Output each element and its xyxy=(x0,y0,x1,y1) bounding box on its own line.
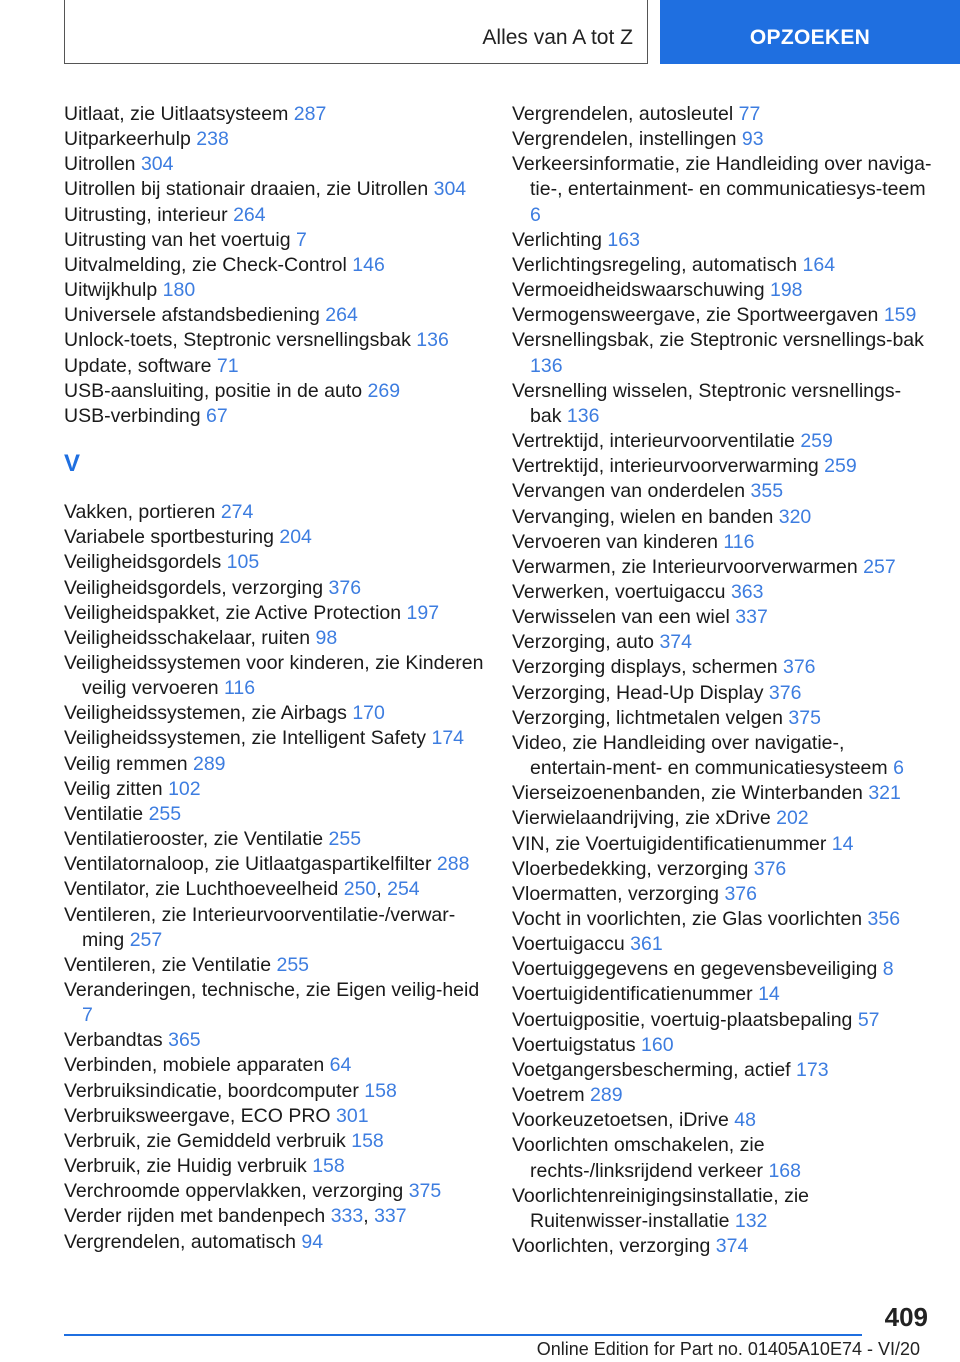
index-column-left xyxy=(64,102,484,1255)
page-link[interactable]: 375 xyxy=(408,1180,442,1203)
index-term: Versnelling wisselen, Steptronic versnellings-bak xyxy=(512,379,902,427)
index-term: Vloermatten, verzorging xyxy=(512,882,720,905)
page-link[interactable]: 67 xyxy=(206,404,228,427)
index-term: Vergrendelen, instellingen xyxy=(512,128,737,151)
index-entry xyxy=(64,752,484,777)
index-term: Verbandtas xyxy=(64,1029,163,1052)
page-link[interactable]: 136 xyxy=(566,404,600,427)
index-term: Veiligheidssystemen voor kinderen, zie Kinderen veilig vervoeren xyxy=(64,651,484,700)
page-link[interactable]: 289 xyxy=(192,752,226,775)
index-term: Update, software xyxy=(64,354,212,377)
index-entry xyxy=(512,479,932,504)
page-link[interactable]: 57 xyxy=(857,1008,880,1031)
page-link[interactable]: 376 xyxy=(782,656,816,679)
index-column-right xyxy=(512,102,932,1259)
index-entry xyxy=(512,882,932,907)
page-link[interactable]: 64 xyxy=(329,1054,352,1077)
index-entry xyxy=(512,530,932,555)
index-term: Vergrendelen, automatisch xyxy=(64,1230,296,1253)
page-link[interactable]: 376 xyxy=(724,882,757,905)
index-term: Vervanging, wielen en banden xyxy=(512,505,774,528)
page-link[interactable]: 14 xyxy=(831,832,854,855)
index-entry xyxy=(512,454,932,479)
index-term: Voetgangersbescherming, actief xyxy=(512,1058,791,1081)
page-link[interactable]: 287 xyxy=(293,103,327,125)
index-term: Veiligheidssystemen, zie Intelligent Safety xyxy=(64,727,427,750)
index-entry xyxy=(64,1179,484,1204)
index-term: VIN, zie Voertuigidentificatienummer xyxy=(512,832,827,855)
index-term: Unlock-toets, Steptronic versnellingsbak xyxy=(64,329,411,352)
index-term: Voertuigpositie, voertuig-plaatsbepaling xyxy=(512,1008,853,1031)
index-term: Voorkeuzetoetsen, iDrive xyxy=(512,1109,729,1132)
index-term: Veiligheidsschakelaar, ruiten xyxy=(64,626,311,649)
page-link[interactable]: 94 xyxy=(301,1230,324,1253)
page-link[interactable]: 321 xyxy=(868,782,901,805)
index-term: Vervoeren van kinderen xyxy=(512,530,718,553)
index-entry xyxy=(64,802,484,827)
index-term: Verzorging, Head-Up Display xyxy=(512,681,764,704)
index-term: Veiligheidsgordels xyxy=(64,551,222,574)
index-entry xyxy=(64,1154,484,1179)
index-term: Voertuigstatus xyxy=(512,1033,636,1056)
index-entry xyxy=(64,127,484,152)
index-term: Verzorging displays, schermen xyxy=(512,656,778,679)
index-entry xyxy=(512,580,932,605)
index-term: Vergrendelen, autosleutel xyxy=(512,103,734,125)
index-entry xyxy=(512,1033,932,1058)
page-link[interactable]: 6 xyxy=(530,203,541,226)
index-term: Ventilator, zie Luchthoeveelheid xyxy=(64,878,339,901)
page-link[interactable]: 304 xyxy=(140,153,174,176)
page-link[interactable]: 102 xyxy=(168,777,201,800)
footer-edition-text: Online Edition for Part no. 01405A10E74 - VI/20 xyxy=(536,1339,920,1359)
page-link[interactable]: 363 xyxy=(730,580,764,603)
index-term: Veranderingen, technische, zie Eigen veilig-heid xyxy=(64,979,480,1001)
page-link[interactable]: 301 xyxy=(336,1104,369,1127)
index-term: Vervangen van onderdelen xyxy=(512,480,746,503)
page-link[interactable]: 375 xyxy=(788,706,821,729)
index-term: Vierseizoenenbanden, zie Winterbanden xyxy=(512,782,863,805)
page-link[interactable]: 274 xyxy=(220,501,254,524)
page-link[interactable]: 164 xyxy=(802,253,836,276)
index-term: Voorlichten omschakelen, zie rechts-/linksrijdend verkeer xyxy=(512,1134,765,1182)
index-entry xyxy=(512,630,932,655)
index-entry xyxy=(64,177,484,202)
page-link[interactable]: 374 xyxy=(659,631,692,654)
page-link[interactable]: 337 xyxy=(735,606,768,629)
index-entry xyxy=(512,555,932,580)
page-link[interactable]: 289 xyxy=(590,1084,623,1107)
page-link[interactable]: 269 xyxy=(367,379,401,402)
index-term: Versnellingsbak, zie Steptronic versnellings-bak xyxy=(512,329,924,352)
index-entry xyxy=(512,806,932,831)
index-entry xyxy=(512,127,932,152)
index-entry xyxy=(512,228,932,253)
index-entry xyxy=(64,777,484,802)
index-entry xyxy=(512,1058,932,1083)
letter-heading: V xyxy=(64,450,81,478)
page-link[interactable]: 257 xyxy=(129,928,163,951)
index-entry xyxy=(512,152,932,227)
index-entry xyxy=(64,278,484,303)
index-entry xyxy=(512,857,932,882)
index-entry xyxy=(512,731,932,781)
page-link[interactable]: 173 xyxy=(796,1058,829,1081)
page-link[interactable]: 159 xyxy=(883,304,917,327)
page-link[interactable]: 7 xyxy=(295,228,307,251)
page-link[interactable]: 376 xyxy=(328,576,362,599)
page-link[interactable]: 158 xyxy=(364,1079,397,1102)
index-term: Veilig remmen xyxy=(64,752,188,775)
index-entry xyxy=(512,328,932,378)
index-term: Uitrusting, interieur xyxy=(64,203,228,226)
page-link[interactable]: 202 xyxy=(776,807,809,830)
page-link[interactable]: 158 xyxy=(351,1129,384,1152)
page-link[interactable]: 146 xyxy=(352,253,385,276)
index-entry xyxy=(64,1028,484,1053)
index-entry xyxy=(512,1133,932,1183)
index-entry xyxy=(64,228,484,253)
page-link[interactable]: 365 xyxy=(168,1029,201,1052)
index-entry xyxy=(512,1008,932,1033)
index-entry xyxy=(64,1129,484,1154)
index-term: Verwisselen van een wiel xyxy=(512,606,730,629)
index-entry xyxy=(512,102,932,127)
index-entry xyxy=(512,932,932,957)
page-link[interactable]: 374 xyxy=(715,1235,749,1258)
page-link[interactable]: 257 xyxy=(863,555,896,578)
index-term: Verlichting xyxy=(512,228,602,251)
page-link[interactable]: 288 xyxy=(436,853,470,876)
index-term: Verbruiksindicatie, boordcomputer xyxy=(64,1079,359,1102)
index-term: Verbruik, zie Gemiddeld verbruik xyxy=(64,1129,346,1152)
page-link[interactable]: 204 xyxy=(279,526,312,549)
page-link[interactable]: 8 xyxy=(882,958,894,981)
index-term: USB-aansluiting, positie in de auto xyxy=(64,379,363,402)
index-entry xyxy=(64,651,484,701)
index-term: Vermoeidheidswaarschuwing xyxy=(512,279,765,302)
index-term: Uitparkeerhulp xyxy=(64,128,191,151)
index-entry xyxy=(512,706,932,731)
page-link[interactable]: 197 xyxy=(406,601,440,624)
index-term: Voertuigaccu xyxy=(512,933,625,956)
page-link[interactable]: 254 xyxy=(387,878,420,901)
index-entry xyxy=(64,203,484,228)
page-link[interactable]: 48 xyxy=(734,1109,756,1132)
header-tab xyxy=(64,0,648,64)
index-entry xyxy=(512,505,932,530)
index-term: Uitrollen xyxy=(64,153,136,176)
index-term: Voertuiggegevens en gegevensbeveiliging xyxy=(512,958,878,981)
page-link[interactable]: 7 xyxy=(82,1004,93,1027)
index-entry xyxy=(512,605,932,630)
index-term: Voetrem xyxy=(512,1084,585,1107)
index-term: Verbinden, mobiele apparaten xyxy=(64,1054,325,1077)
search-button[interactable]: OPZOEKEN xyxy=(660,0,960,64)
index-term: Verzorging, lichtmetalen velgen xyxy=(512,706,783,729)
index-entry xyxy=(64,701,484,726)
index-term: Verzorging, auto xyxy=(512,631,655,654)
index-entry xyxy=(512,907,932,932)
index-entry xyxy=(64,877,484,902)
page-link[interactable]: 168 xyxy=(768,1159,801,1182)
page-link[interactable]: 255 xyxy=(148,802,182,825)
index-term: Veiligheidspakket, zie Active Protection xyxy=(64,601,402,624)
index-entry xyxy=(512,303,932,328)
page-link[interactable]: 356 xyxy=(867,908,901,930)
index-term: Vertrektijd, interieurvoorventilatie xyxy=(512,430,795,453)
index-entry xyxy=(64,404,484,429)
index-term: Veiligheidsgordels, verzorging xyxy=(64,576,324,599)
page-link[interactable]: 136 xyxy=(530,354,563,377)
index-entry xyxy=(512,781,932,806)
index-entry xyxy=(64,550,484,575)
page-separator: , xyxy=(376,878,382,901)
index-entry xyxy=(64,303,484,328)
index-term: Verwarmen, zie Interieurvoorverwarmen xyxy=(512,555,858,578)
page-link[interactable]: 93 xyxy=(741,128,764,151)
index-term: Vakken, portieren xyxy=(64,501,216,524)
index-term: Vocht in voorlichten, zie Glas voorlichten xyxy=(512,908,863,930)
index-term: Uitwijkhulp xyxy=(64,279,158,302)
index-entry xyxy=(64,576,484,601)
index-entry xyxy=(64,978,484,1028)
page-link[interactable]: 376 xyxy=(753,857,787,880)
page-link[interactable]: 238 xyxy=(196,128,229,151)
index-term: Veilig zitten xyxy=(64,777,163,800)
page-link[interactable]: 136 xyxy=(416,329,449,352)
index-entry xyxy=(64,953,484,978)
index-term: Ventilatie xyxy=(64,802,144,825)
index-entry xyxy=(512,1234,932,1259)
page-link[interactable]: 264 xyxy=(233,203,266,226)
index-term: Ventilatornaloop, zie Uitlaatgaspartikelfilter xyxy=(64,853,432,876)
page-link[interactable]: 337 xyxy=(374,1205,407,1228)
index-term: Uitlaat, zie Uitlaatsysteem xyxy=(64,103,289,125)
index-entry xyxy=(64,1053,484,1078)
page-link[interactable]: 163 xyxy=(607,228,640,251)
page-link[interactable]: 264 xyxy=(325,304,358,327)
page-link[interactable]: 255 xyxy=(328,828,362,851)
index-entry xyxy=(512,278,932,303)
index-term: Voorlichten, verzorging xyxy=(512,1235,711,1258)
page-separator: , xyxy=(363,1205,369,1228)
page-link[interactable]: 198 xyxy=(769,279,803,302)
index-term: Ventilatierooster, zie Ventilatie xyxy=(64,828,324,851)
footer-divider xyxy=(64,1334,862,1336)
index-entry xyxy=(512,957,932,982)
page-link[interactable]: 116 xyxy=(723,530,755,553)
index-entry xyxy=(512,1108,932,1133)
page-link[interactable]: 174 xyxy=(431,727,465,750)
page-link[interactable]: 14 xyxy=(758,983,780,1006)
index-term: Verlichtingsregeling, automatisch xyxy=(512,253,798,276)
index-term: Verwerken, voertuigaccu xyxy=(512,580,726,603)
index-entry xyxy=(64,328,484,353)
index-entry xyxy=(64,354,484,379)
page-link[interactable]: 160 xyxy=(641,1033,674,1056)
page-link[interactable]: 333 xyxy=(330,1205,364,1228)
index-entry xyxy=(64,1230,484,1255)
page-link[interactable]: 71 xyxy=(216,354,239,377)
index-entry xyxy=(64,152,484,177)
index-entry xyxy=(64,1204,484,1229)
index-entry xyxy=(64,601,484,626)
page-link[interactable]: 170 xyxy=(352,702,385,725)
index-entry xyxy=(64,827,484,852)
page-link[interactable]: 105 xyxy=(226,551,260,574)
page-link[interactable]: 98 xyxy=(315,626,338,649)
index-entry xyxy=(512,429,932,454)
index-entry xyxy=(64,1104,484,1129)
index-term: Verbruik, zie Huidig verbruik xyxy=(64,1155,307,1178)
index-term: Vloerbedekking, verzorging xyxy=(512,857,749,880)
page-link[interactable]: 304 xyxy=(433,178,467,201)
index-term: Verder rijden met bandenpech xyxy=(64,1205,326,1228)
index-term: Ventileren, zie Ventilatie xyxy=(64,953,272,976)
page-link[interactable]: 355 xyxy=(750,480,784,503)
index-term: Verchroomde oppervlakken, verzorging xyxy=(64,1180,404,1203)
index-entry xyxy=(512,253,932,278)
index-term: Voorlichtenreinigingsinstallatie, zie Ruitenwisser-installatie xyxy=(512,1184,810,1232)
index-entry xyxy=(512,379,932,429)
index-entry xyxy=(64,726,484,751)
index-entry xyxy=(64,253,484,278)
page-number: 409 xyxy=(884,1302,928,1332)
section-title: Alles van A tot Z xyxy=(482,26,633,49)
page-link[interactable]: 6 xyxy=(893,757,904,780)
page-link[interactable]: 116 xyxy=(224,677,256,700)
page-link[interactable]: 361 xyxy=(630,933,663,956)
index-term: Video, zie Handleiding over navigatie-, entertain-ment- en communicatiesysteem xyxy=(512,731,888,780)
index-term: USB-verbinding xyxy=(64,404,201,427)
page-link[interactable]: 158 xyxy=(312,1155,345,1178)
index-term: Uitvalmelding, zie Check-Control xyxy=(64,253,347,276)
index-entry xyxy=(512,681,932,706)
page-link[interactable]: 250 xyxy=(343,878,377,901)
index-term: Uitrollen bij stationair draaien, zie Uitrollen xyxy=(64,178,429,201)
index-term: Veiligheidssystemen, zie Airbags xyxy=(64,702,347,725)
index-term: Verkeersinformatie, zie Handleiding over naviga-tie-, entertainment- en communicatiesys-teem xyxy=(512,153,932,201)
page-link[interactable]: 259 xyxy=(824,455,857,478)
index-term: Voertuigidentificatienummer xyxy=(512,983,753,1006)
index-entry xyxy=(64,500,484,525)
index-entry xyxy=(512,832,932,857)
index-entry xyxy=(64,626,484,651)
index-term: Vertrektijd, interieurvoorverwarming xyxy=(512,455,819,478)
index-term: Verbruiksweergave, ECO PRO xyxy=(64,1104,331,1127)
index-entry xyxy=(512,1184,932,1234)
index-term: Vermogensweergave, zie Sportweergaven xyxy=(512,304,879,327)
index-entry xyxy=(512,655,932,680)
page-link[interactable]: 376 xyxy=(768,681,802,704)
index-entry xyxy=(64,1079,484,1104)
index-term: Universele afstandsbediening xyxy=(64,304,320,327)
page-link[interactable]: 259 xyxy=(800,430,833,453)
index-entry xyxy=(64,903,484,953)
page-link[interactable]: 320 xyxy=(778,505,812,528)
page-link[interactable]: 132 xyxy=(734,1209,768,1232)
index-entry xyxy=(512,982,932,1007)
index-entry xyxy=(64,379,484,404)
index-entry xyxy=(512,1083,932,1108)
index-term: Uitrusting van het voertuig xyxy=(64,228,291,251)
index-entry xyxy=(64,852,484,877)
page-link[interactable]: 77 xyxy=(738,103,761,125)
index-term: Ventileren, zie Interieurvoorventilatie-/verwar-ming xyxy=(64,903,456,951)
index-entry xyxy=(64,525,484,550)
index-entry xyxy=(64,102,484,127)
index-term: Vierwielaandrijving, zie xDrive xyxy=(512,807,771,830)
page-link[interactable]: 180 xyxy=(162,279,196,302)
page-link[interactable]: 255 xyxy=(276,953,310,976)
index-term: Variabele sportbesturing xyxy=(64,526,274,549)
